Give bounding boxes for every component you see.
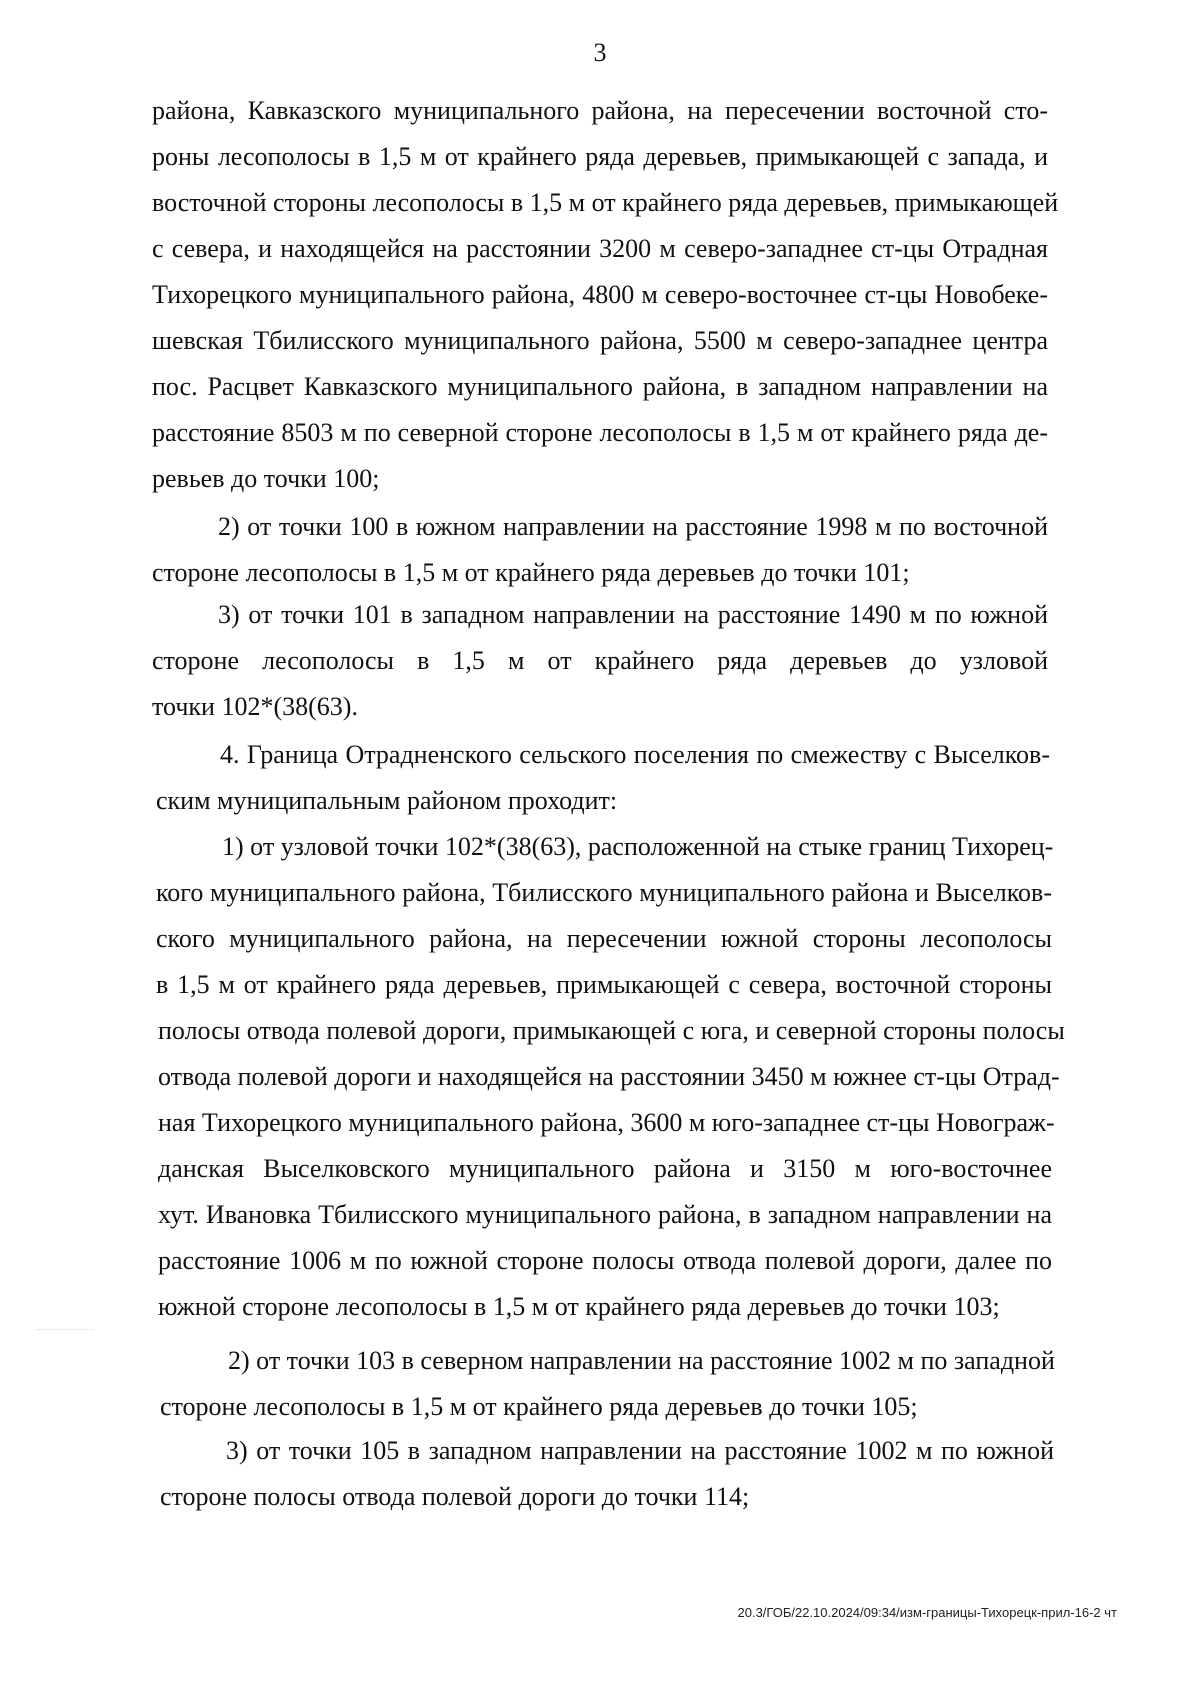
text-line: данская Выселковского муниципального района и 3150 м юго-восточнее [158,1154,1052,1183]
text-line: пос. Расцвет Кавказского муниципального района, в западном направлении на [152,372,1048,401]
text-line: ревьев до точки 100; [152,464,380,493]
text-line: точки 102*(38(63). [152,692,358,721]
scan-artifact [36,1329,94,1332]
page-number: 3 [593,38,607,67]
text-line: восточной стороны лесополосы в 1,5 м от крайнего ряда деревьев, примыкающей [152,188,1059,217]
text-line: стороне лесополосы в 1,5 м от крайнего ряда деревьев до узловой [152,646,1048,675]
text-line: отвода полевой дороги и находящейся на расстоянии 3450 м южнее ст-цы Отрад- [158,1062,1060,1091]
text-line: 1) от узловой точки 102*(38(63), расположенной на стыке границ Тихорец- [222,832,1054,861]
text-line: 2) от точки 100 в южном направлении на расстояние 1998 м по восточной [218,512,1048,541]
text-line: ским муниципальным районом проходит: [156,786,618,815]
text-line: 2) от точки 103 в северном направлении на расстояние 1002 м по западной [228,1346,1055,1375]
document-footer: 20.3/ГОБ/22.10.2024/09:34/изм-границы-Тихорецк-прил-16-2 чт [737,1605,1117,1620]
text-line: расстояние 8503 м по северной стороне лесополосы в 1,5 м от крайнего ряда де- [152,418,1048,447]
text-line: в 1,5 м от крайнего ряда деревьев, примыкающей с севера, восточной стороны [156,970,1052,999]
text-line: кого муниципального района, Тбилисского муниципального района и Выселков- [156,878,1052,907]
text-line: расстояние 1006 м по южной стороне полосы отвода полевой дороги, далее по [158,1246,1052,1275]
text-line: южной стороне лесополосы в 1,5 м от крайнего ряда деревьев до точки 103; [158,1292,1000,1321]
text-line: с севера, и находящейся на расстоянии 3200 м северо-западнее ст-цы Отрадная [152,234,1048,263]
text-line: 4. Граница Отрадненского сельского поселения по смежеству с Выселков- [220,740,1050,769]
text-line: 3) от точки 101 в западном направлении на расстояние 1490 м по южной [218,600,1048,629]
text-line: роны лесополосы в 1,5 м от крайнего ряда деревьев, примыкающей с запада, и [152,142,1048,171]
text-line: Тихорецкого муниципального района, 4800 м северо-восточнее ст-цы Новобеке- [152,280,1048,309]
text-line: хут. Ивановка Тбилисского муниципального района, в западном направлении на [158,1200,1052,1229]
text-line: полосы отвода полевой дороги, примыкающей с юга, и северной стороны полосы [158,1016,1065,1045]
text-line: 3) от точки 105 в западном направлении на расстояние 1002 м по южной [226,1436,1054,1465]
text-line: стороне полосы отвода полевой дороги до точки 114; [160,1482,750,1511]
text-line: района, Кавказского муниципального района, на пересечении восточной сто- [152,96,1048,125]
text-line: стороне лесополосы в 1,5 м от крайнего ряда деревьев до точки 101; [152,558,910,587]
text-line: ского муниципального района, на пересечении южной стороны лесополосы [156,924,1052,953]
text-line: шевская Тбилисского муниципального района, 5500 м северо-западнее центра [152,326,1048,355]
text-line: ная Тихорецкого муниципального района, 3600 м юго-западнее ст-цы Новограж- [158,1108,1055,1137]
text-line: стороне лесополосы в 1,5 м от крайнего ряда деревьев до точки 105; [160,1392,918,1421]
